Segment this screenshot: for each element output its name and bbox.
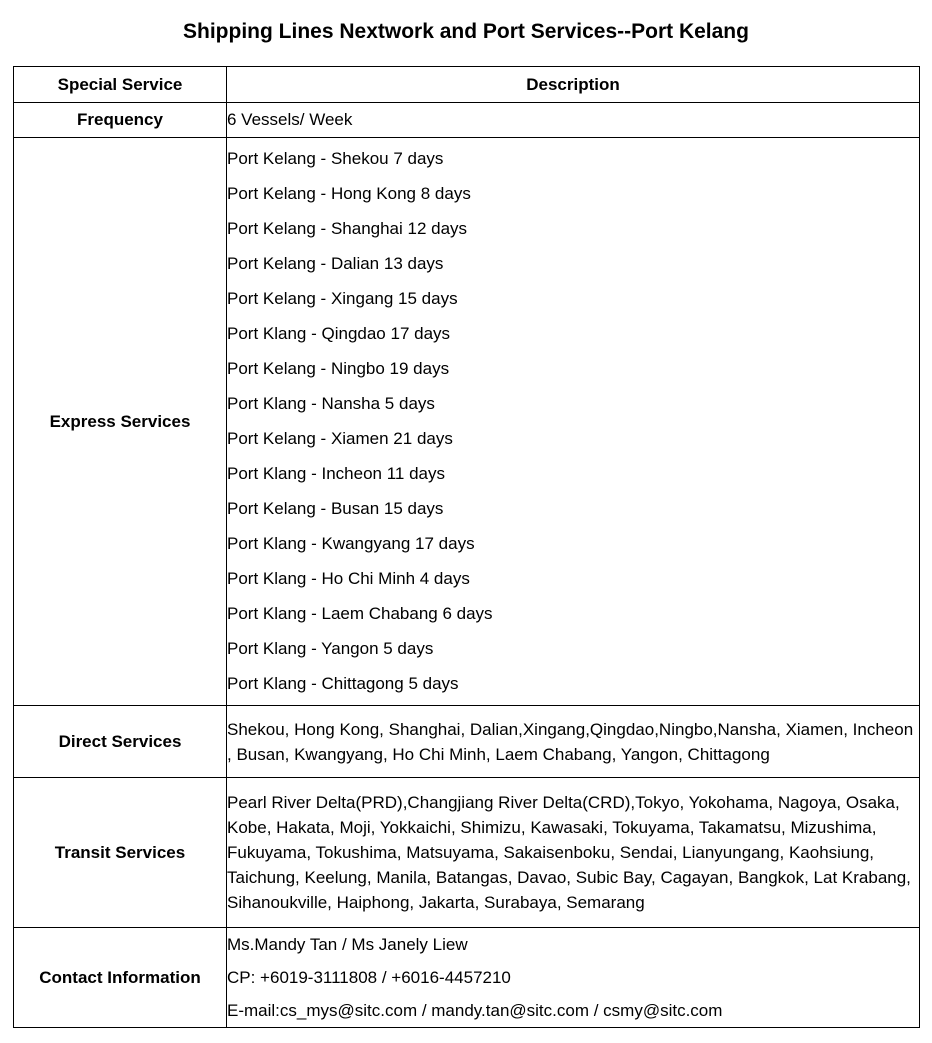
express-route: Port Klang - Incheon 11 days — [227, 464, 445, 483]
frequency-row — [14, 103, 920, 138]
contact-phone: CP: +6019-3111808 / +6016-4457210 — [227, 968, 511, 987]
header-special-service: Special Service — [14, 67, 227, 103]
express-route: Port Kelang - Xingang 15 days — [227, 289, 458, 308]
contact-details — [227, 928, 920, 1028]
header-description: Description — [227, 67, 920, 103]
express-route: Port Klang - Ho Chi Minh 4 days — [227, 569, 470, 588]
direct-services-row — [14, 706, 920, 778]
express-route: Port Kelang - Ningbo 19 days — [227, 359, 450, 378]
frequency-label: Frequency — [14, 103, 227, 138]
express-route: Port Klang - Qingdao 17 days — [227, 324, 451, 343]
frequency-value: 6 Vessels/ Week — [227, 103, 920, 138]
express-route: Port Klang - Kwangyang 17 days — [227, 534, 475, 553]
contact-information-label: Contact Information — [14, 928, 227, 1028]
express-services-label: Express Services — [14, 138, 227, 706]
express-route: Port Klang - Chittagong 5 days — [227, 674, 459, 693]
transit-services-text: Pearl River Delta(PRD),Changjiang River Delta(CRD),Tokyo, Yokohama, Nagoya, Osaka, Kobe, Hakata, Moji, Yokkaichi, Shimizu, Kawasaki, Tokuyama, Takamatsu, Mizushima, Fukuyama, Tokushima, Matsuyama, Sakaisenboku, Sendai, Lianyungang, Kaohsiung, Taichung, Keelung, Manila, Batangas, Davao, Subic Bay, Cagayan, Bangkok, Lat Krabang, Sihanoukville, Haiphong, Jakarta, Surabaya, Semarang — [227, 778, 920, 928]
express-route: Port Kelang - Shekou 7 days — [227, 149, 444, 168]
express-route: Port Klang - Nansha 5 days — [227, 394, 435, 413]
express-routes-list — [227, 138, 920, 706]
direct-services-label: Direct Services — [14, 706, 227, 778]
express-services-row — [14, 138, 920, 706]
contact-information-row — [14, 928, 920, 1028]
express-route: Port Kelang - Shanghai 12 days — [227, 219, 468, 238]
services-table — [13, 66, 920, 1028]
direct-services-text: Shekou, Hong Kong, Shanghai, Dalian,Xingang,Qingdao,Ningbo,Nansha, Xiamen, Incheon , Busan, Kwangyang, Ho Chi Minh, Laem Chabang, Yangon, Chittagong — [227, 706, 920, 778]
express-route: Port Kelang - Xiamen 21 days — [227, 429, 453, 448]
transit-services-label: Transit Services — [14, 778, 227, 928]
table-header-row — [14, 67, 920, 103]
express-route: Port Kelang - Busan 15 days — [227, 499, 444, 518]
contact-names: Ms.Mandy Tan / Ms Janely Liew — [227, 935, 468, 954]
express-route: Port Klang - Yangon 5 days — [227, 639, 434, 658]
page-title: Shipping Lines Nextwork and Port Services--Port Kelang — [183, 20, 749, 43]
transit-services-row — [14, 778, 920, 928]
express-route: Port Kelang - Hong Kong 8 days — [227, 184, 471, 203]
contact-email: E-mail:cs_mys@sitc.com / mandy.tan@sitc.com / csmy@sitc.com — [227, 1001, 723, 1020]
express-route: Port Klang - Laem Chabang 6 days — [227, 604, 493, 623]
express-route: Port Kelang - Dalian 13 days — [227, 254, 444, 273]
